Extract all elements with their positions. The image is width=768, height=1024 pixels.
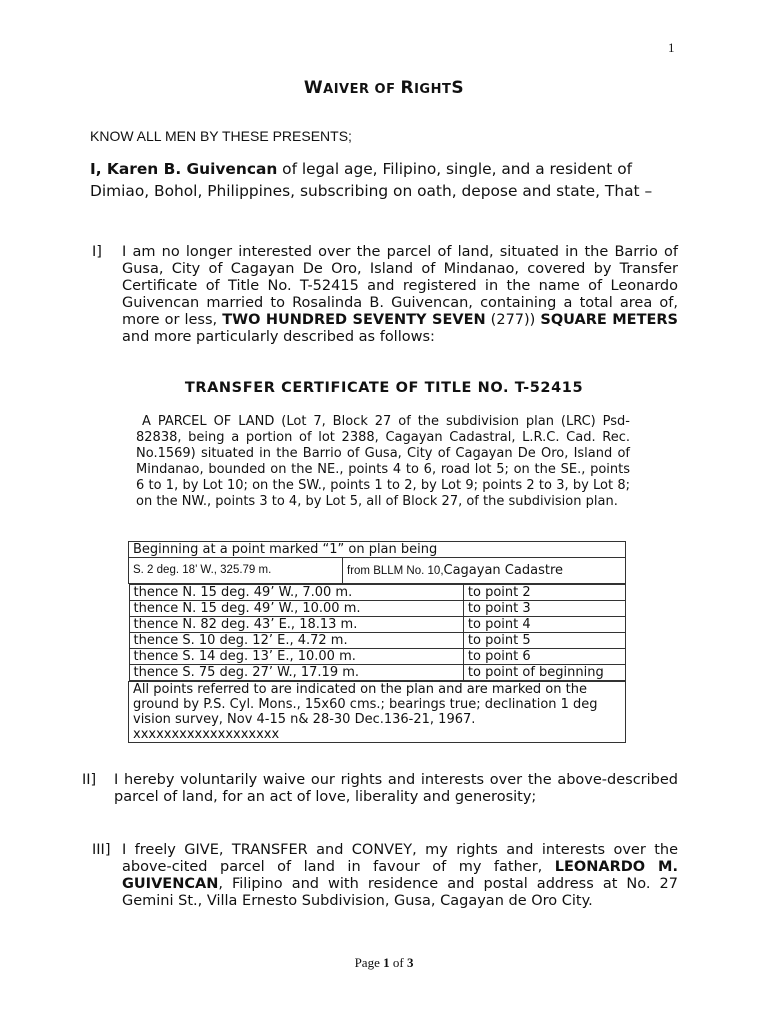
to-point-cell: to point 5 [463, 633, 625, 649]
bearing-cell: thence N. 82 deg. 43’ E., 18.13 m. [129, 617, 463, 633]
to-point-cell: to point 4 [463, 617, 625, 633]
beginning-cell: Beginning at a point marked “1” on plan being [129, 542, 626, 558]
area-unit: SQUARE METERS [540, 312, 678, 328]
document-title: WAIVER OF RIGHTS [303, 78, 465, 98]
section-3-paragraph: I freely GIVE, TRANSFER and CONVEY, my rights and interests over the above-cited parcel of land in favour of my father, LEONARDO M. GUIVENCAN, Filipino and with residence and postal address at No. 27 Gemini St., Villa Ernesto Subdivision, Gusa, Cagayan de Oro City. [122, 842, 678, 909]
current-page: 1 [383, 955, 390, 970]
table-row [129, 633, 625, 649]
bearing-cell: thence N. 15 deg. 49’ W., 10.00 m. [129, 601, 463, 617]
to-point-cell: to point of beginning [463, 665, 625, 681]
to-point-cell: to point 2 [463, 585, 625, 601]
total-pages: 3 [406, 955, 414, 970]
tct-heading: TRANSFER CERTIFICATE OF TITLE NO. T-52415 [184, 380, 584, 396]
table-row [129, 585, 625, 601]
section-2-label: II] [82, 772, 97, 788]
to-point-cell: to point 3 [463, 601, 625, 617]
bearing-cell: thence N. 15 deg. 49’ W., 7.00 m. [129, 585, 463, 601]
section-2-paragraph: I hereby voluntarily waive our rights and interests over the above-described parcel of land, for an act of love, liberality and generosity; [114, 772, 678, 805]
table-row [129, 542, 626, 558]
know-all-men-line: KNOW ALL MEN BY THESE PRESENTS; [90, 128, 352, 144]
section-3-label: III] [92, 842, 111, 858]
table-row [129, 649, 625, 665]
area-in-words: TWO HUNDRED SEVENTY SEVEN [222, 312, 486, 328]
bearing-cell: thence S. 75 deg. 27’ W., 17.19 m. [129, 665, 463, 681]
bearing-cell: thence S. 14 deg. 13’ E., 10.00 m. [129, 649, 463, 665]
table-row [129, 682, 626, 743]
metes-and-bounds-table [128, 541, 626, 743]
section-1-paragraph: I am no longer interested over the parcel of land, situated in the Barrio of Gusa, City of Cagayan De Oro, Island of Mindanao, covered by Transfer Certificate of Title No. T-52415 and registered in the name of Leonardo Guivencan married to Rosalinda B. Guivencan, containing a total area of, more or less, TWO HUNDRED SEVENTY SEVEN (277)) SQUARE METERS and more particularly described as follows: [122, 244, 678, 345]
survey-notes-cell: All points referred to are indicated on the plan and are marked on the ground by P.S. Cyl. Mons., 15x60 cms.; bearings true; declination 1 deg vision survey, Nov 4-15 n& 28-30 Dec.136-21, 1967. xxxxxxxxxxxxxxxxxxx [129, 682, 626, 743]
start-bearing-cell: S. 2 deg. 18’ W., 325.79 m. [129, 558, 343, 584]
affiant-name: I, Karen B. Guivencan [90, 160, 278, 178]
table-row [129, 584, 626, 682]
page-footer: Page 1 of 3 [354, 955, 414, 970]
start-reference-cell: from BLLM No. 10,Cagayan Cadastre [343, 558, 626, 584]
table-row [129, 558, 626, 584]
father-name: LEONARDO M. GUIVENCAN [122, 859, 678, 892]
intro-paragraph: I, Karen B. Guivencan of legal age, Filipino, single, and a resident of Dimiao, Bohol, Philippines, subscribing on oath, depose and state, That – [90, 160, 653, 200]
bearing-cell: thence S. 10 deg. 12’ E., 4.72 m. [129, 633, 463, 649]
table-row [129, 665, 625, 681]
table-row [129, 601, 625, 617]
to-point-cell: to point 6 [463, 649, 625, 665]
parcel-description: A PARCEL OF LAND (Lot 7, Block 27 of the subdivision plan (LRC) Psd-82838, being a portion of lot 2388, Cagayan Cadastral, L.R.C. Cad. Rec. No.1569) situated in the Barrio of Gusa, City of Cagayan De Oro, Island of Mindanao, bounded on the NE., points 4 to 6, road lot 5; on the SE., points 6 to 1, by Lot 10; on the SW., points 1 to 2, by Lot 9; points 2 to 3, by Lot 8; on the NW., points 3 to 4, by Lot 5, all of Block 27, of the subdivision plan. [136, 414, 630, 509]
table-row [129, 617, 625, 633]
section-1-label: I] [92, 244, 102, 260]
page-number-top: 1 [668, 40, 675, 55]
